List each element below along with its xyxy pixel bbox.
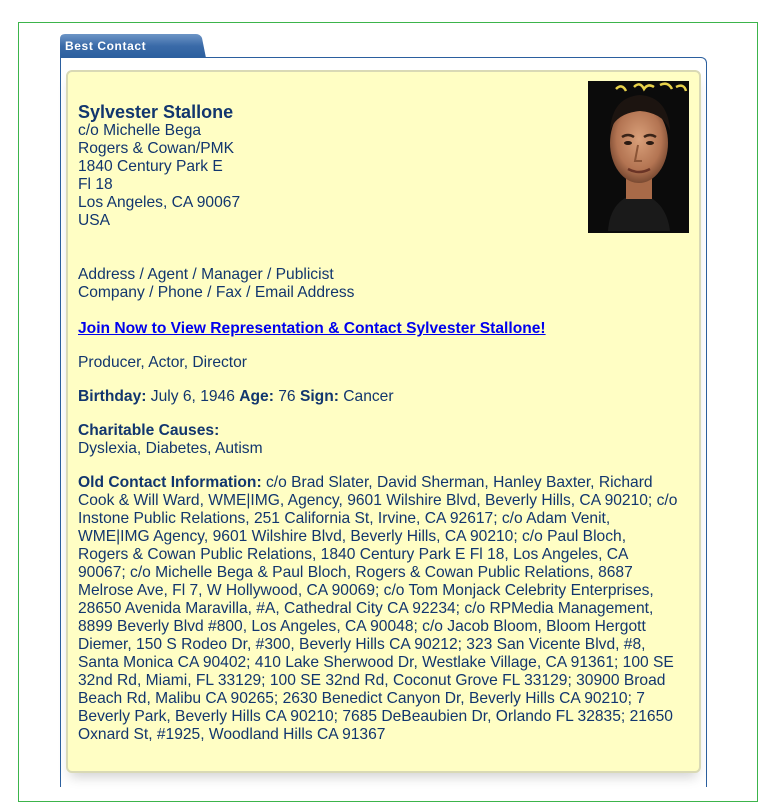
address-line: Fl 18: [78, 176, 113, 193]
address-line: Rogers & Cowan/PMK: [78, 140, 234, 157]
charitable-causes: [78, 422, 678, 458]
address-line: USA: [78, 212, 111, 229]
join-now-link[interactable]: Join Now to View Representation & Contact Sylvester Stallone!: [78, 320, 546, 337]
age-value: 76: [278, 388, 296, 405]
professions: Producer, Actor, Director: [78, 354, 248, 371]
sign-value: Cancer: [343, 388, 394, 405]
old-contact-info: [78, 474, 678, 744]
charitable-value: Dyslexia, Diabetes, Autism: [78, 440, 263, 457]
sign-label: Sign:: [299, 388, 339, 405]
best-contact-tab: [60, 34, 206, 58]
address-line: c/o Michelle Bega: [78, 122, 202, 139]
birthday-value: July 6, 1946: [150, 388, 235, 405]
address-line: Los Angeles, CA 90067: [78, 194, 241, 211]
charitable-label: Charitable Causes:: [78, 422, 220, 439]
contact-details: [78, 102, 678, 744]
tab-label: Best Contact: [65, 39, 147, 53]
info-type-line: Address / Agent / Manager / Publicist: [78, 266, 334, 283]
birthday-label: Birthday:: [78, 388, 147, 405]
birthday-line: [78, 388, 678, 406]
celebrity-name: Sylvester Stallone: [78, 102, 234, 122]
info-type-line: Company / Phone / Fax / Email Address: [78, 284, 355, 301]
old-contact-value: c/o Brad Slater, David Sherman, Hanley Baxter, Richard Cook & Will Ward, WME|IMG, Agency, 9601 Wilshire Blvd, Beverly Hills, CA 90210; c/o Instone Public Relations, 251 California St, Irvine, CA 92617; c/o Adam Venit, WME|IMG Agency, 9601 Wilshire Blvd, Beverly Hills, CA 90210; c/o Paul Bloch, Rogers & Cowan Public Relations, 1840 Century Park E Fl 18, Los Angeles, CA 90067; c/o Michelle Bega & Paul Bloch, Rogers & Cowan Public Relations, 8687 Melrose Ave, Fl 7, W Hollywood, CA 90069; c/o Tom Monjack Celebrity Enterprises, 28650 Avenida Maravilla, #A, Cathedral City CA 92234; c/o RPMedia Management, 8899 Beverly Blvd #800, Los Angeles, CA 90048; c/o Jacob Bloom, Bloom Hergott Diemer, 150 S Rodeo Dr, #300, Beverly Hills CA 90212; 323 San Vicente Blvd, #8, Santa Monica CA 90402; 410 Lake Sherwood Dr, Westlake Village, CA 91361; 100 SE 32nd Rd, Miami, FL 33129; 100 SE 32nd Rd, Coconut Grove FL 33129; 30900 Broad Beach Rd, Malibu CA 90265; 2630 Benedict Canyon Dr, Beverly Hills CA 90210; 7 Beverly Park, Beverly Hills CA 90210; 7685 DeBeaubien Dr, Orlando FL 32835; 21650 Oxnard St, #1925, Woodland Hills CA 91367: [78, 474, 678, 743]
address-line: 1840 Century Park E: [78, 158, 223, 175]
age-label: Age:: [239, 388, 274, 405]
old-contact-label: Old Contact Information:: [78, 474, 262, 491]
